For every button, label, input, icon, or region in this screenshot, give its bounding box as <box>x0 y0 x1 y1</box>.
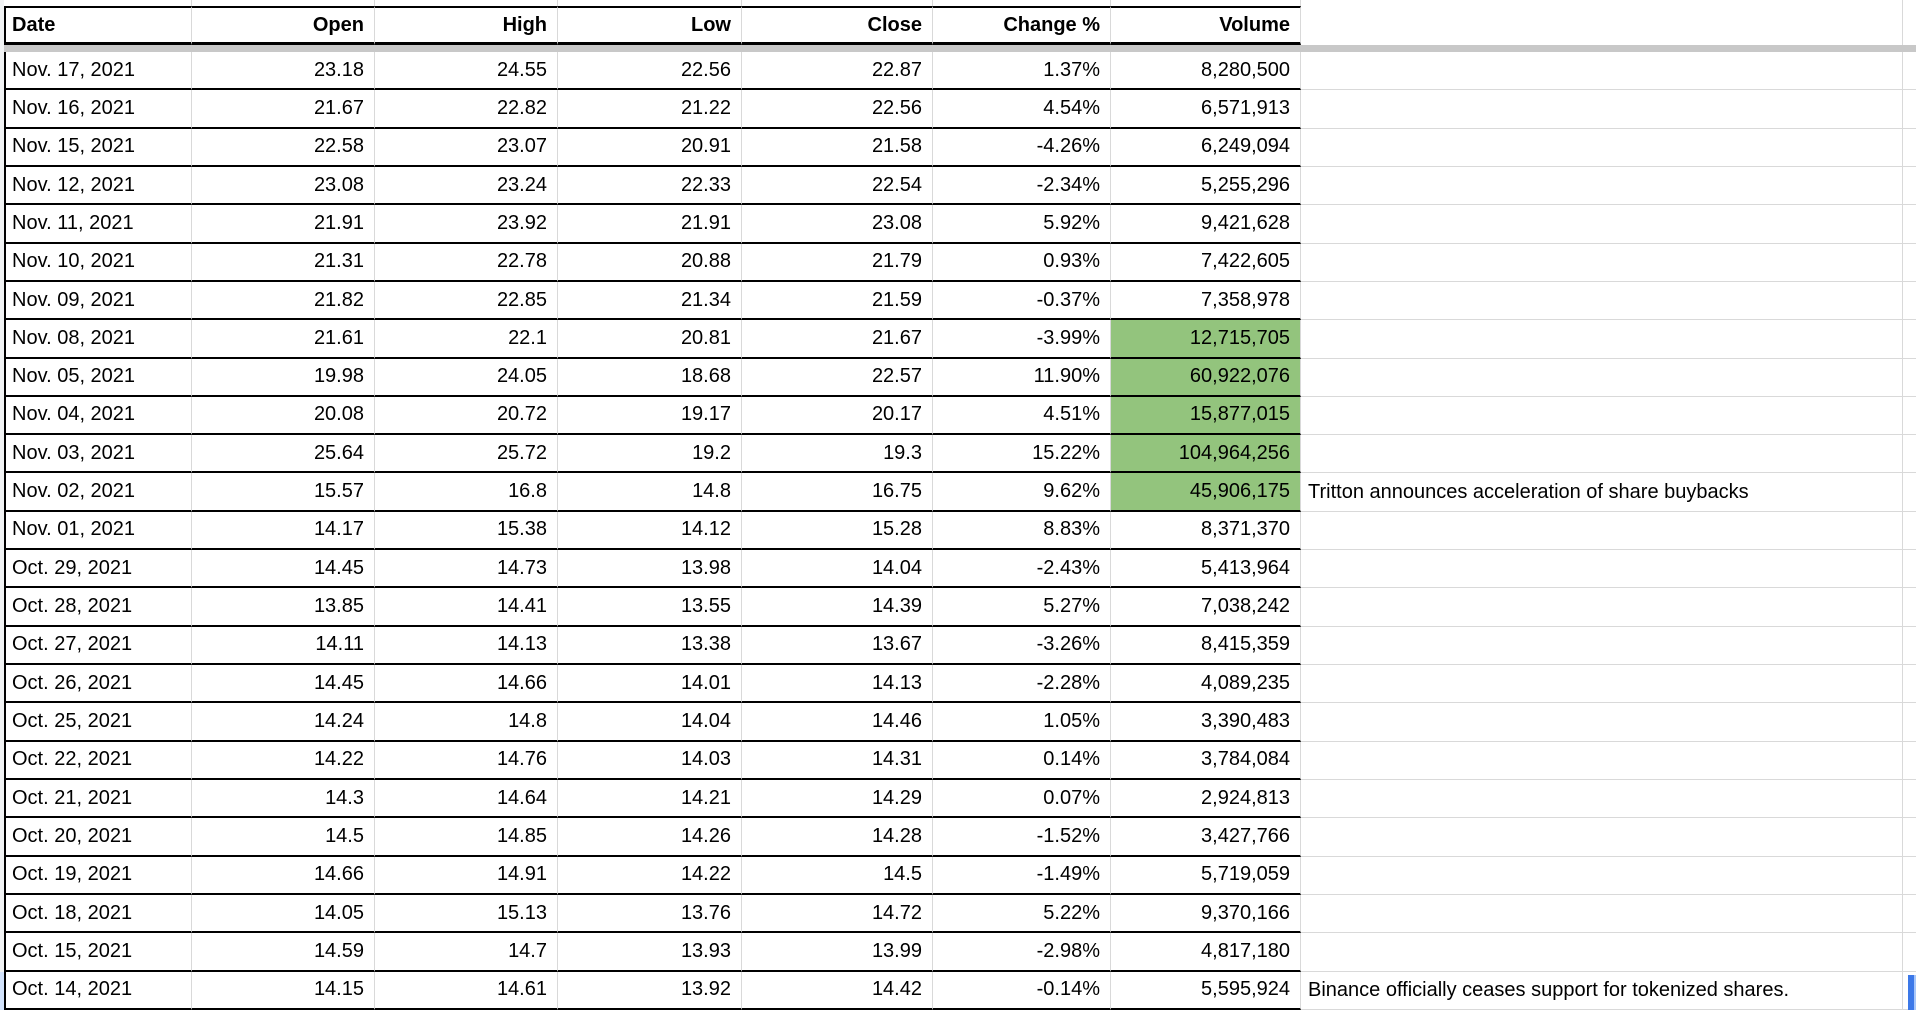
table-row[interactable] <box>4 52 1916 90</box>
cell-low[interactable]: 20.91 <box>558 129 742 167</box>
cell-close[interactable]: 14.42 <box>742 972 933 1010</box>
cell-date[interactable]: Nov. 12, 2021 <box>4 167 192 205</box>
table-row[interactable] <box>4 627 1916 665</box>
cell-high[interactable]: 16.8 <box>375 473 558 511</box>
cell-low[interactable]: 21.34 <box>558 282 742 320</box>
cell-date[interactable]: Nov. 15, 2021 <box>4 129 192 167</box>
cell-volume[interactable]: 5,595,924 <box>1111 972 1301 1010</box>
cell-note[interactable] <box>1301 818 1903 856</box>
cell-close[interactable]: 14.31 <box>742 742 933 780</box>
cell-volume[interactable]: 4,089,235 <box>1111 665 1301 703</box>
cell-high[interactable]: 14.13 <box>375 627 558 665</box>
cell-date[interactable]: Oct. 22, 2021 <box>4 742 192 780</box>
cell-change[interactable]: 0.93% <box>933 244 1111 282</box>
cell-edge <box>1903 320 1916 358</box>
cell-change[interactable]: -1.49% <box>933 857 1111 895</box>
cell-low[interactable]: 14.04 <box>558 703 742 741</box>
cell-edge <box>1903 359 1916 397</box>
table-row[interactable] <box>4 703 1916 741</box>
cell-volume[interactable]: 7,038,242 <box>1111 588 1301 626</box>
cell-note[interactable] <box>1301 550 1903 588</box>
table-row[interactable] <box>4 90 1916 128</box>
cell-note[interactable] <box>1301 205 1903 243</box>
cell-volume[interactable]: 104,964,256 <box>1111 435 1301 473</box>
cell-edge <box>1903 52 1916 90</box>
cell-close[interactable]: 14.13 <box>742 665 933 703</box>
cell-volume[interactable]: 6,571,913 <box>1111 90 1301 128</box>
cell-close[interactable]: 13.99 <box>742 933 933 971</box>
cell-low[interactable]: 22.33 <box>558 167 742 205</box>
cell-close[interactable]: 22.56 <box>742 90 933 128</box>
cell-volume[interactable]: 6,249,094 <box>1111 129 1301 167</box>
table-row[interactable] <box>4 588 1916 626</box>
cell-high[interactable]: 24.55 <box>375 52 558 90</box>
cell-high[interactable]: 14.76 <box>375 742 558 780</box>
cell-open[interactable]: 21.31 <box>192 244 375 282</box>
cell-change[interactable]: -4.26% <box>933 129 1111 167</box>
cell-open[interactable]: 14.59 <box>192 933 375 971</box>
cell-volume[interactable]: 9,421,628 <box>1111 205 1301 243</box>
cell-low[interactable]: 13.76 <box>558 895 742 933</box>
frozen-row-divider <box>0 45 1916 52</box>
cell-high[interactable]: 22.85 <box>375 282 558 320</box>
cell-change[interactable]: 1.37% <box>933 52 1111 90</box>
cell-volume[interactable]: 4,817,180 <box>1111 933 1301 971</box>
cell-open[interactable]: 14.17 <box>192 512 375 550</box>
cell-date[interactable]: Nov. 01, 2021 <box>4 512 192 550</box>
cell-edge <box>1903 90 1916 128</box>
cell-edge <box>1903 742 1916 780</box>
cell-date[interactable]: Nov. 09, 2021 <box>4 282 192 320</box>
header-cell-change[interactable]: Change % <box>933 6 1111 45</box>
cell-volume[interactable]: 3,427,766 <box>1111 818 1301 856</box>
cell-change[interactable]: -2.28% <box>933 665 1111 703</box>
cell-open[interactable]: 25.64 <box>192 435 375 473</box>
cell-edge <box>1903 857 1916 895</box>
cell-high[interactable]: 23.92 <box>375 205 558 243</box>
cell-change[interactable]: 5.27% <box>933 588 1111 626</box>
cell-change[interactable]: -3.99% <box>933 320 1111 358</box>
cell-close[interactable]: 13.67 <box>742 627 933 665</box>
header-cell-date[interactable]: Date <box>4 6 192 45</box>
cell-note[interactable] <box>1301 665 1903 703</box>
cell-volume[interactable]: 8,415,359 <box>1111 627 1301 665</box>
cell-high[interactable]: 14.7 <box>375 933 558 971</box>
cell-edge <box>1903 435 1916 473</box>
cell-date[interactable]: Nov. 17, 2021 <box>4 52 192 90</box>
cell-low[interactable]: 14.01 <box>558 665 742 703</box>
cell-change[interactable]: 5.22% <box>933 895 1111 933</box>
cell-change[interactable]: -2.43% <box>933 550 1111 588</box>
cell-low[interactable]: 22.56 <box>558 52 742 90</box>
cell-note[interactable] <box>1301 167 1903 205</box>
cell-note[interactable] <box>1301 895 1903 933</box>
cell-open[interactable]: 14.66 <box>192 857 375 895</box>
cell-change[interactable]: 0.14% <box>933 742 1111 780</box>
cell-date[interactable]: Oct. 14, 2021 <box>4 972 192 1010</box>
cell-open[interactable]: 21.61 <box>192 320 375 358</box>
cell-date[interactable]: Nov. 04, 2021 <box>4 397 192 435</box>
cell-open[interactable]: 14.24 <box>192 703 375 741</box>
table-row[interactable] <box>4 320 1916 358</box>
table-row[interactable] <box>4 933 1916 971</box>
table-row[interactable] <box>4 244 1916 282</box>
cell-high[interactable]: 14.73 <box>375 550 558 588</box>
cell-low[interactable]: 13.55 <box>558 588 742 626</box>
cell-close[interactable]: 16.75 <box>742 473 933 511</box>
cell-date[interactable]: Nov. 08, 2021 <box>4 320 192 358</box>
cell-edge <box>1903 205 1916 243</box>
cell-high[interactable]: 14.8 <box>375 703 558 741</box>
header-cell-close[interactable]: Close <box>742 6 933 45</box>
cell-date[interactable]: Oct. 21, 2021 <box>4 780 192 818</box>
cell-note[interactable] <box>1301 703 1903 741</box>
cell-open[interactable]: 21.82 <box>192 282 375 320</box>
selected-row-header-edge <box>0 972 4 1010</box>
cell-volume[interactable]: 12,715,705 <box>1111 320 1301 358</box>
cell-note[interactable] <box>1301 129 1903 167</box>
cell-edge <box>1903 550 1916 588</box>
cell-close[interactable]: 22.87 <box>742 52 933 90</box>
cell-high[interactable]: 14.66 <box>375 665 558 703</box>
cell-open[interactable]: 23.18 <box>192 52 375 90</box>
cell-note[interactable] <box>1301 397 1903 435</box>
cell-volume[interactable]: 3,784,084 <box>1111 742 1301 780</box>
cell-close[interactable]: 15.28 <box>742 512 933 550</box>
cell-close[interactable]: 21.59 <box>742 282 933 320</box>
cell-high[interactable]: 14.61 <box>375 972 558 1010</box>
cell-open[interactable]: 14.22 <box>192 742 375 780</box>
cell-low[interactable]: 14.26 <box>558 818 742 856</box>
cell-change[interactable]: -2.34% <box>933 167 1111 205</box>
table-row[interactable] <box>4 282 1916 320</box>
cell-open[interactable]: 14.45 <box>192 665 375 703</box>
cell-low[interactable]: 14.03 <box>558 742 742 780</box>
cell-change[interactable]: -2.98% <box>933 933 1111 971</box>
cell-close[interactable]: 14.5 <box>742 857 933 895</box>
cell-edge <box>1903 895 1916 933</box>
cell-open[interactable]: 20.08 <box>192 397 375 435</box>
header-cell-high[interactable]: High <box>375 6 558 45</box>
cell-open[interactable]: 14.5 <box>192 818 375 856</box>
cell-edge <box>1903 665 1916 703</box>
table-row[interactable] <box>4 665 1916 703</box>
cell-open[interactable]: 14.45 <box>192 550 375 588</box>
cell-change[interactable]: -0.14% <box>933 972 1111 1010</box>
cell-date[interactable]: Nov. 11, 2021 <box>4 205 192 243</box>
cell-edge <box>1903 512 1916 550</box>
table-rows <box>4 52 1916 1010</box>
cell-date[interactable]: Oct. 18, 2021 <box>4 895 192 933</box>
cell-volume[interactable]: 7,358,978 <box>1111 282 1301 320</box>
header-cell-open[interactable]: Open <box>192 6 375 45</box>
cell-low[interactable]: 14.22 <box>558 857 742 895</box>
header-cell-volume[interactable]: Volume <box>1111 6 1301 45</box>
cell-low[interactable]: 14.12 <box>558 512 742 550</box>
cell-note[interactable] <box>1301 933 1903 971</box>
cell-close[interactable]: 14.72 <box>742 895 933 933</box>
cell-change[interactable]: 4.54% <box>933 90 1111 128</box>
cell-close[interactable]: 21.58 <box>742 129 933 167</box>
cell-note[interactable] <box>1301 320 1903 358</box>
cell-note[interactable] <box>1301 244 1903 282</box>
cell-change[interactable]: 15.22% <box>933 435 1111 473</box>
cell-high[interactable]: 22.82 <box>375 90 558 128</box>
cell-change[interactable]: -3.26% <box>933 627 1111 665</box>
cell-edge <box>1903 244 1916 282</box>
cell-edge <box>1903 818 1916 856</box>
cell-close[interactable]: 20.17 <box>742 397 933 435</box>
cell-note[interactable] <box>1301 282 1903 320</box>
cell-close[interactable]: 22.54 <box>742 167 933 205</box>
table-row[interactable] <box>4 857 1916 895</box>
cell-low[interactable]: 14.8 <box>558 473 742 511</box>
cell-date[interactable]: Nov. 16, 2021 <box>4 90 192 128</box>
cell-change[interactable]: 0.07% <box>933 780 1111 818</box>
cell-volume[interactable]: 5,413,964 <box>1111 550 1301 588</box>
cell-high[interactable]: 20.72 <box>375 397 558 435</box>
header-empty-cell <box>1903 6 1916 45</box>
table-row[interactable] <box>4 359 1916 397</box>
cell-edge <box>1903 473 1916 511</box>
cell-open[interactable]: 23.08 <box>192 167 375 205</box>
cell-date[interactable]: Oct. 25, 2021 <box>4 703 192 741</box>
cell-high[interactable]: 14.85 <box>375 818 558 856</box>
cell-note[interactable] <box>1301 52 1903 90</box>
cell-open[interactable]: 21.91 <box>192 205 375 243</box>
cell-close[interactable]: 14.29 <box>742 780 933 818</box>
cell-edge <box>1903 397 1916 435</box>
cell-change[interactable]: 9.62% <box>933 473 1111 511</box>
table-row[interactable] <box>4 818 1916 856</box>
table-row[interactable] <box>4 780 1916 818</box>
cell-volume[interactable]: 8,371,370 <box>1111 512 1301 550</box>
cell-low[interactable]: 14.21 <box>558 780 742 818</box>
cell-date[interactable]: Nov. 02, 2021 <box>4 473 192 511</box>
cell-volume[interactable]: 15,877,015 <box>1111 397 1301 435</box>
cell-date[interactable]: Oct. 19, 2021 <box>4 857 192 895</box>
table-row[interactable] <box>4 895 1916 933</box>
cell-close[interactable]: 14.28 <box>742 818 933 856</box>
cell-open[interactable]: 13.85 <box>192 588 375 626</box>
cell-date[interactable]: Nov. 03, 2021 <box>4 435 192 473</box>
cell-close[interactable]: 14.46 <box>742 703 933 741</box>
cell-open[interactable]: 14.11 <box>192 627 375 665</box>
cell-low[interactable]: 21.91 <box>558 205 742 243</box>
cell-edge <box>1903 780 1916 818</box>
header-cell-low[interactable]: Low <box>558 6 742 45</box>
cell-date[interactable]: Nov. 10, 2021 <box>4 244 192 282</box>
cell-close[interactable]: 21.79 <box>742 244 933 282</box>
cell-date[interactable]: Oct. 27, 2021 <box>4 627 192 665</box>
cell-change[interactable]: -1.52% <box>933 818 1111 856</box>
cell-open[interactable]: 21.67 <box>192 90 375 128</box>
cell-edge <box>1903 627 1916 665</box>
table-row[interactable] <box>4 473 1916 511</box>
cell-edge <box>1903 588 1916 626</box>
cell-volume[interactable]: 8,280,500 <box>1111 52 1301 90</box>
cell-date[interactable]: Oct. 28, 2021 <box>4 588 192 626</box>
cell-volume[interactable]: 45,906,175 <box>1111 473 1301 511</box>
table-row[interactable] <box>4 167 1916 205</box>
cell-close[interactable]: 21.67 <box>742 320 933 358</box>
table-row[interactable] <box>4 435 1916 473</box>
cell-note[interactable] <box>1301 780 1903 818</box>
cell-volume[interactable]: 3,390,483 <box>1111 703 1301 741</box>
cell-high[interactable]: 25.72 <box>375 435 558 473</box>
cell-change[interactable]: 11.90% <box>933 359 1111 397</box>
cell-date[interactable]: Oct. 20, 2021 <box>4 818 192 856</box>
cell-high[interactable]: 22.78 <box>375 244 558 282</box>
cell-high[interactable]: 22.1 <box>375 320 558 358</box>
cell-high[interactable]: 14.91 <box>375 857 558 895</box>
cell-low[interactable]: 19.2 <box>558 435 742 473</box>
cell-date[interactable]: Oct. 26, 2021 <box>4 665 192 703</box>
cell-edge <box>1903 703 1916 741</box>
cell-high[interactable]: 15.38 <box>375 512 558 550</box>
table-row[interactable] <box>4 205 1916 243</box>
cell-low[interactable]: 13.38 <box>558 627 742 665</box>
header-row <box>4 6 1916 45</box>
cell-volume[interactable]: 2,924,813 <box>1111 780 1301 818</box>
cell-volume[interactable]: 7,422,605 <box>1111 244 1301 282</box>
cell-note[interactable]: Tritton announces acceleration of share buybacks <box>1301 473 1903 511</box>
cell-close[interactable]: 19.3 <box>742 435 933 473</box>
cell-note[interactable]: Binance officially ceases support for tokenized shares. <box>1301 972 1903 1010</box>
cell-date[interactable]: Oct. 29, 2021 <box>4 550 192 588</box>
cell-change[interactable]: 5.92% <box>933 205 1111 243</box>
cell-high[interactable]: 23.24 <box>375 167 558 205</box>
cell-edge <box>1903 282 1916 320</box>
cell-note[interactable] <box>1301 588 1903 626</box>
cell-low[interactable]: 18.68 <box>558 359 742 397</box>
table-row[interactable] <box>4 550 1916 588</box>
cell-close[interactable]: 22.57 <box>742 359 933 397</box>
cell-edge <box>1903 933 1916 971</box>
cell-low[interactable]: 21.22 <box>558 90 742 128</box>
cell-open[interactable]: 14.05 <box>192 895 375 933</box>
table-row[interactable] <box>4 397 1916 435</box>
cell-close[interactable]: 23.08 <box>742 205 933 243</box>
cell-note[interactable] <box>1301 435 1903 473</box>
cell-note[interactable] <box>1301 90 1903 128</box>
row-header-edge <box>0 0 4 1010</box>
cell-low[interactable]: 13.93 <box>558 933 742 971</box>
cell-change[interactable]: 4.51% <box>933 397 1111 435</box>
cell-date[interactable]: Oct. 15, 2021 <box>4 933 192 971</box>
cell-change[interactable]: 1.05% <box>933 703 1111 741</box>
cell-close[interactable]: 14.39 <box>742 588 933 626</box>
cell-close[interactable]: 14.04 <box>742 550 933 588</box>
cell-note[interactable] <box>1301 512 1903 550</box>
cell-change[interactable]: 8.83% <box>933 512 1111 550</box>
table-row[interactable] <box>4 129 1916 167</box>
table-row[interactable] <box>4 742 1916 780</box>
cell-volume[interactable]: 5,255,296 <box>1111 167 1301 205</box>
cell-high[interactable]: 14.64 <box>375 780 558 818</box>
cell-high[interactable]: 15.13 <box>375 895 558 933</box>
cell-note[interactable] <box>1301 742 1903 780</box>
cell-high[interactable]: 23.07 <box>375 129 558 167</box>
header-empty-cell[interactable] <box>1301 6 1903 45</box>
table-row[interactable] <box>4 512 1916 550</box>
cell-low[interactable]: 20.81 <box>558 320 742 358</box>
cell-open[interactable]: 15.57 <box>192 473 375 511</box>
cell-edge <box>1903 129 1916 167</box>
cell-high[interactable]: 24.05 <box>375 359 558 397</box>
cell-volume[interactable]: 60,922,076 <box>1111 359 1301 397</box>
cell-low[interactable]: 20.88 <box>558 244 742 282</box>
cell-open[interactable]: 19.98 <box>192 359 375 397</box>
cell-date[interactable]: Nov. 05, 2021 <box>4 359 192 397</box>
table-row[interactable] <box>4 972 1916 1010</box>
cell-volume[interactable]: 5,719,059 <box>1111 857 1301 895</box>
cell-high[interactable]: 14.41 <box>375 588 558 626</box>
cell-volume[interactable]: 9,370,166 <box>1111 895 1301 933</box>
cell-note[interactable] <box>1301 359 1903 397</box>
cell-edge <box>1903 167 1916 205</box>
cell-low[interactable]: 13.98 <box>558 550 742 588</box>
cell-note[interactable] <box>1301 857 1903 895</box>
cell-open[interactable]: 14.15 <box>192 972 375 1010</box>
cell-change[interactable]: -0.37% <box>933 282 1111 320</box>
cell-note[interactable] <box>1301 627 1903 665</box>
cell-open[interactable]: 14.3 <box>192 780 375 818</box>
cell-open[interactable]: 22.58 <box>192 129 375 167</box>
cell-low[interactable]: 13.92 <box>558 972 742 1010</box>
cell-low[interactable]: 19.17 <box>558 397 742 435</box>
